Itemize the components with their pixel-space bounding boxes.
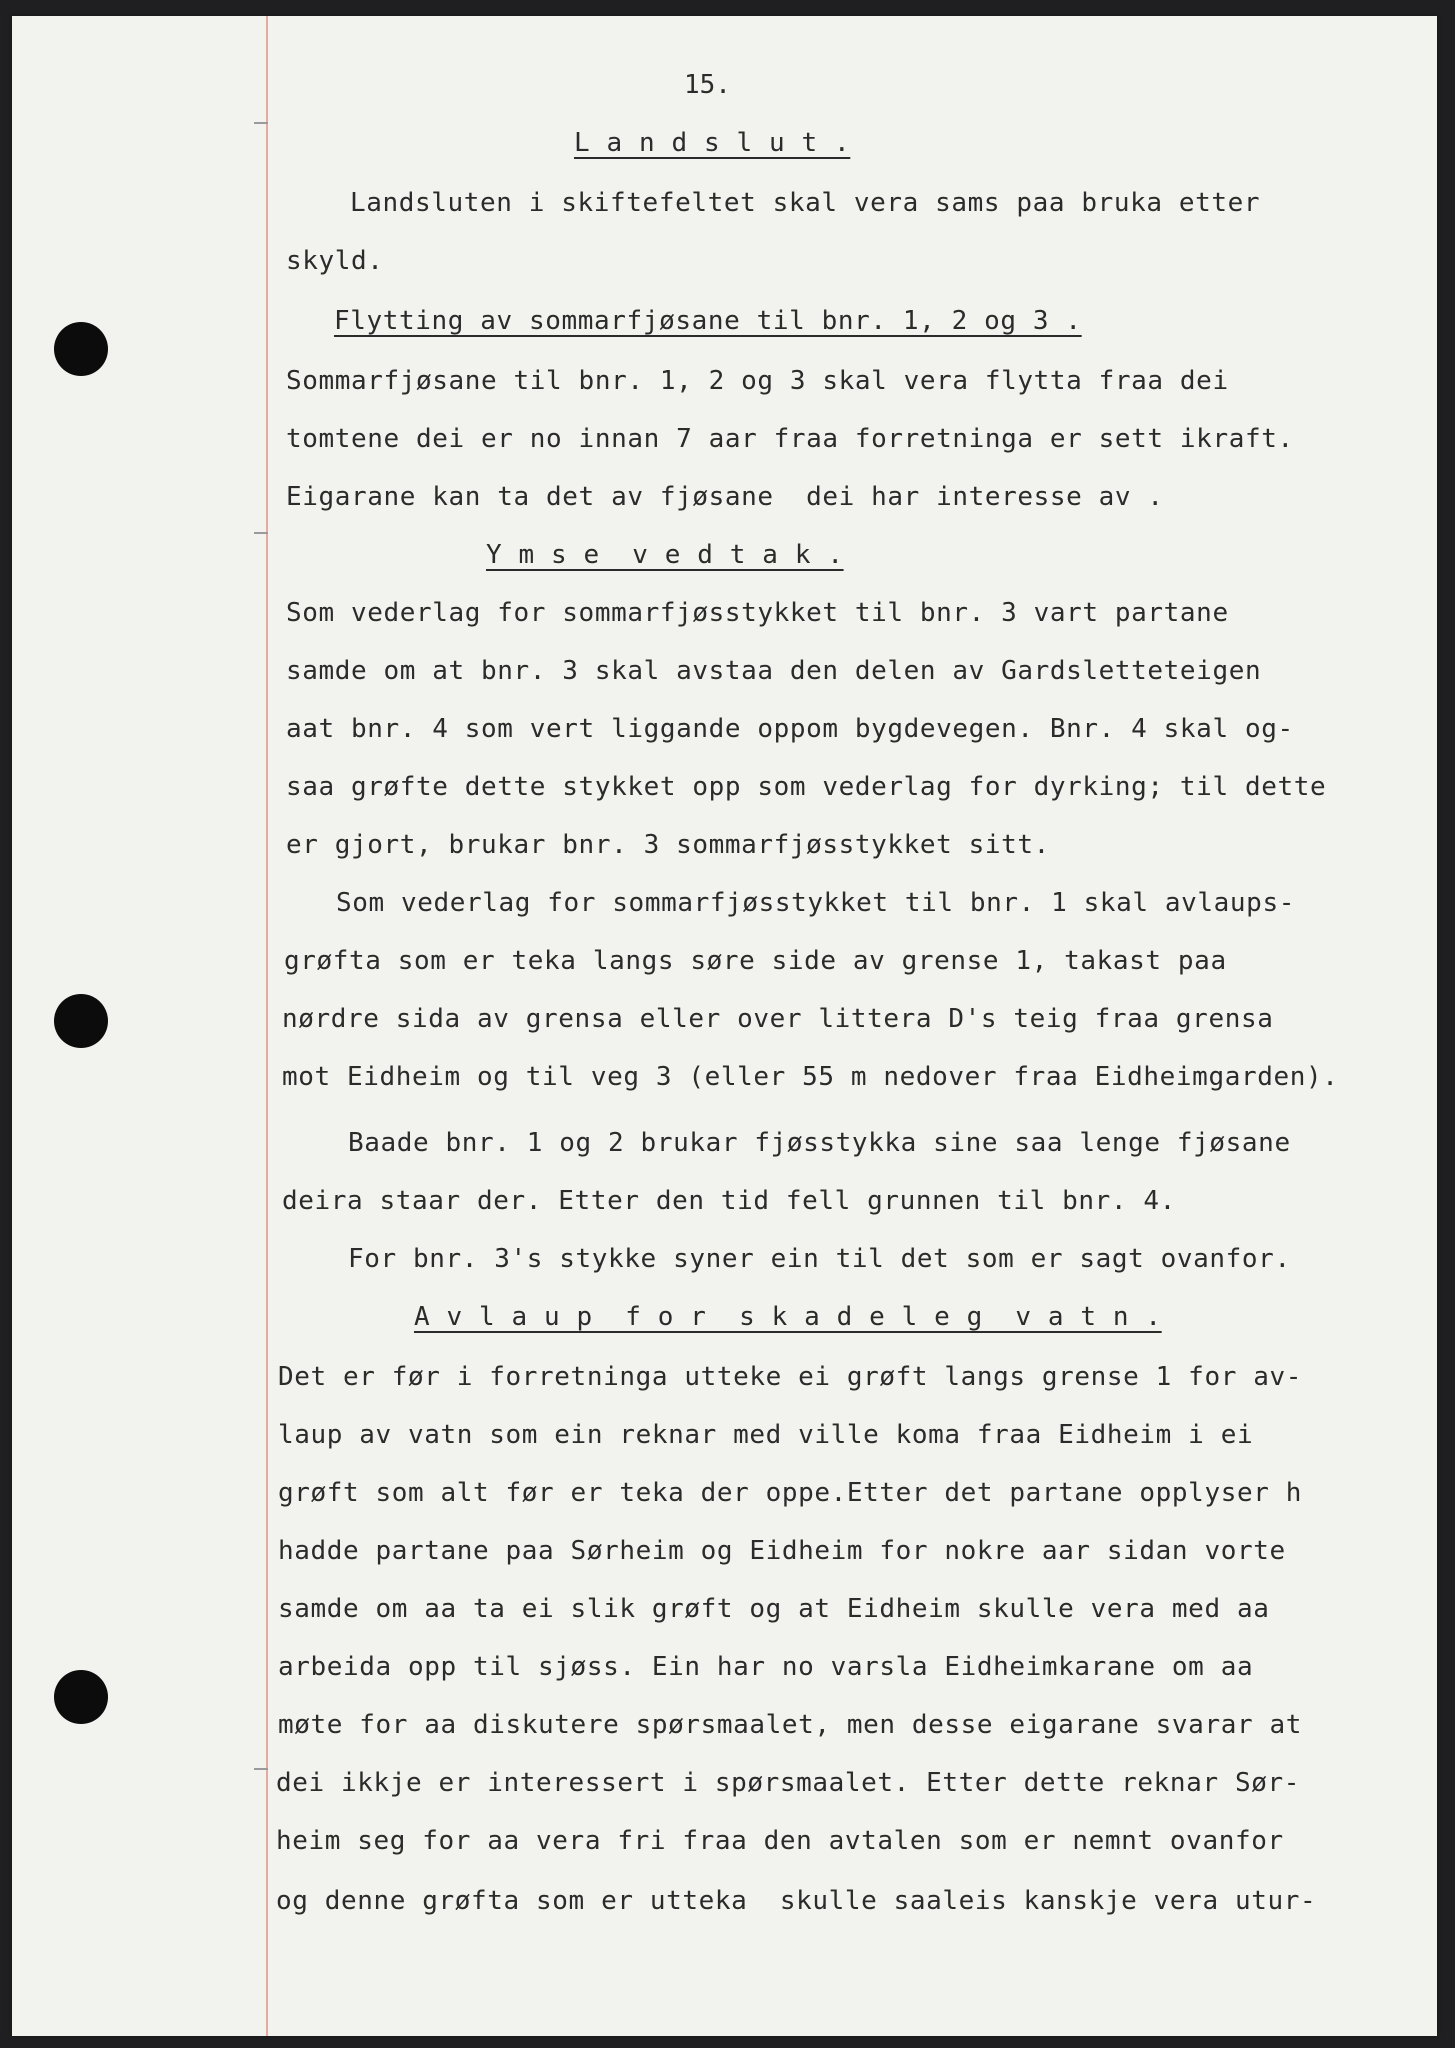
text-line: mot Eidheim og til veg 3 (eller 55 m nedover fraa Eidheimgarden).: [282, 1062, 1339, 1092]
section-heading: L a n d s l u t .: [574, 128, 851, 158]
section-heading: A v l a u p f o r s k a d e l e g v a t n .: [414, 1302, 1162, 1332]
text-line: heim seg for aa vera fri fraa den avtalen som er nemnt ovanfor: [276, 1826, 1284, 1856]
text-line: dei ikkje er interessert i spørsmaalet. Etter dette reknar Sør-: [276, 1768, 1300, 1798]
text-line: Sommarfjøsane til bnr. 1, 2 og 3 skal vera flytta fraa dei: [286, 366, 1229, 396]
punch-hole: [54, 322, 108, 376]
punch-hole: [54, 994, 108, 1048]
text-line: Eigarane kan ta det av fjøsane dei har interesse av .: [286, 482, 1164, 512]
text-line: skyld.: [286, 246, 384, 276]
text-line: er gjort, brukar bnr. 3 sommarfjøsstykket sitt.: [286, 830, 1050, 860]
text-line: grøft som alt før er teka der oppe.Etter det partane opplyser h: [278, 1478, 1302, 1508]
text-line: samde om aa ta ei slik grøft og at Eidheim skulle vera med aa: [278, 1594, 1270, 1624]
text-line: hadde partane paa Sørheim og Eidheim for nokre aar sidan vorte: [278, 1536, 1286, 1566]
text-line: saa grøfte dette stykket opp som vederlag for dyrking; til dette: [286, 772, 1327, 802]
page-number: 15.: [684, 70, 731, 100]
text-line: For bnr. 3's stykke syner ein til det som er sagt ovanfor.: [348, 1244, 1291, 1274]
text-line: laup av vatn som ein reknar med ville koma fraa Eidheim i ei: [278, 1420, 1254, 1450]
text-line: grøfta som er teka langs søre side av grense 1, takast paa: [284, 946, 1227, 976]
section-heading: Y m s e v e d t a k .: [486, 540, 844, 570]
margin-tick: [254, 1768, 268, 1770]
text-line: Som vederlag for sommarfjøsstykket til bnr. 1 skal avlaups-: [336, 888, 1295, 918]
text-line: Landsluten i skiftefeltet skal vera sams paa bruka etter: [350, 188, 1261, 218]
text-line: samde om at bnr. 3 skal avstaa den delen av Gardsletteteigen: [286, 656, 1262, 686]
text-line: Baade bnr. 1 og 2 brukar fjøsstykka sine saa lenge fjøsane: [348, 1128, 1291, 1158]
punch-hole: [54, 1670, 108, 1724]
text-line: møte for aa diskutere spørsmaalet, men desse eigarane svarar at: [278, 1710, 1302, 1740]
text-line: Som vederlag for sommarfjøsstykket til bnr. 3 vart partane: [286, 598, 1229, 628]
text-line: arbeida opp til sjøss. Ein har no varsla Eidheimkarane om aa: [278, 1652, 1254, 1682]
section-heading: Flytting av sommarfjøsane til bnr. 1, 2 og 3 .: [334, 306, 1082, 336]
text-line: Det er før i forretninga utteke ei grøft langs grense 1 for av-: [278, 1362, 1302, 1392]
margin-rule: [266, 16, 268, 2036]
margin-tick: [254, 532, 268, 534]
margin-tick: [254, 122, 268, 124]
text-line: tomtene dei er no innan 7 aar fraa forretninga er sett ikraft.: [286, 424, 1294, 454]
text-line: deira staar der. Etter den tid fell grunnen til bnr. 4.: [282, 1186, 1176, 1216]
text-line: aat bnr. 4 som vert liggande oppom bygdevegen. Bnr. 4 skal og-: [286, 714, 1294, 744]
text-line: nørdre sida av grensa eller over littera D's teig fraa grensa: [282, 1004, 1274, 1034]
text-line: og denne grøfta som er utteka skulle saaleis kanskje vera utur-: [276, 1886, 1317, 1916]
